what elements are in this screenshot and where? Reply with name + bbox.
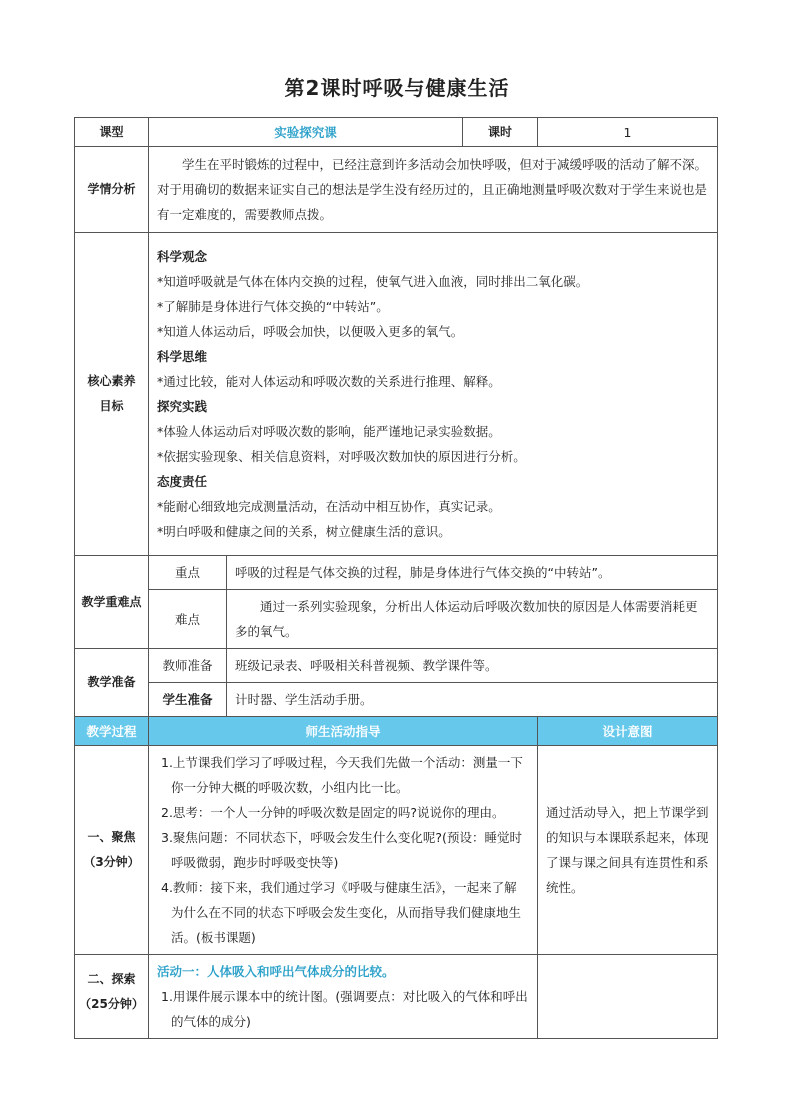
core-item: *知道人体运动后，呼吸会加快，以便吸入更多的氧气。 [157, 324, 464, 339]
hours-value: 1 [538, 118, 718, 147]
core-label [75, 233, 149, 556]
key-label: 重点 [149, 556, 227, 590]
stage2-activity-title: 活动一：人体吸入和呼出气体成分的比较。 [157, 964, 395, 979]
stage1-row [75, 746, 718, 955]
core-heading: 科学思维 [157, 349, 208, 364]
stage2-label-line2: （25分钟） [79, 997, 144, 1011]
process-col-stage: 教学过程 [75, 717, 149, 746]
stage1-item: 2.思考：一个人一分钟的呼吸次数是固定的吗?说说你的理由。 [161, 805, 505, 820]
hours-label: 课时 [463, 118, 538, 147]
analysis-label: 学情分析 [75, 147, 149, 233]
type-value: 实验探究课 [149, 118, 463, 147]
core-label-line2: 目标 [99, 399, 124, 413]
stage1-item: 1.上节课我们学习了呼吸过程，今天我们先做一个活动：测量一下你一分钟大概的呼吸次数，小组内比一比。 [161, 755, 523, 795]
info-row [75, 118, 718, 147]
process-col-intent: 设计意图 [538, 717, 718, 746]
stage1-label [75, 746, 149, 955]
core-item: *明白呼吸和健康之间的关系，树立健康生活的意识。 [157, 524, 451, 539]
student-prep-row [75, 683, 718, 717]
core-content [149, 233, 718, 556]
core-item: *了解肺是身体进行气体交换的“中转站”。 [157, 299, 389, 314]
difficulty-text: 通过一系列实验现象，分析出人体运动后呼吸次数加快的原因是人体需要消耗更多的氧气。 [235, 599, 698, 639]
difficulty-label: 难点 [149, 590, 227, 649]
teacher-prep-label: 教师准备 [149, 649, 227, 683]
analysis-text: 学生在平时锻炼的过程中，已经注意到许多活动会加快呼吸，但对于减缓呼吸的活动了解不深。对于用确切的数据来证实自己的想法是学生没有经历过的，且正确地测量呼吸次数对于学生来说也是有一定难度的，需要教师点拨。 [157, 157, 708, 222]
stage1-activities [149, 746, 538, 955]
key-row [75, 556, 718, 590]
page-title: 第2课时呼吸与健康生活 [284, 76, 510, 100]
prep-label: 教学准备 [75, 649, 149, 717]
student-prep-text: 计时器、学生活动手册。 [227, 683, 718, 717]
core-row [75, 233, 718, 556]
difficulty-row [75, 590, 718, 649]
process-header-row [75, 717, 718, 746]
stage2-label-line1: 二、探索 [87, 972, 136, 986]
process-col-activity: 师生活动指导 [149, 717, 538, 746]
student-prep-label: 学生准备 [149, 683, 227, 717]
stage2-row [75, 955, 718, 1039]
stage2-activities [149, 955, 538, 1039]
stage1-label-line2: （3分钟） [83, 855, 140, 869]
keypoints-label: 教学重难点 [75, 556, 149, 649]
stage2-label [75, 955, 149, 1039]
stage2-intent [538, 955, 718, 1039]
core-label-line1: 核心素养 [87, 374, 136, 388]
core-heading: 科学观念 [157, 249, 208, 264]
core-item: *能耐心细致地完成测量活动，在活动中相互协作，真实记录。 [157, 499, 501, 514]
core-item: *通过比较，能对人体运动和呼吸次数的关系进行推理、解释。 [157, 374, 501, 389]
core-heading: 探究实践 [157, 399, 208, 414]
stage2-item: 1.用课件展示课本中的统计图。(强调要点：对比吸入的气体和呼出的气体的成分) [161, 989, 528, 1029]
teacher-prep-row [75, 649, 718, 683]
stage1-item: 4.教师：接下来，我们通过学习《呼吸与健康生活》，一起来了解为什么在不同的状态下呼吸会发生变化，从而指导我们健康地生活。(板书课题) [161, 880, 522, 945]
lesson-plan-table [74, 117, 718, 1039]
core-item: *依据实验现象、相关信息资料，对呼吸次数加快的原因进行分析。 [157, 449, 526, 464]
stage1-item: 3.聚焦问题：不同状态下，呼吸会发生什么变化呢?(预设：睡觉时呼吸微弱，跑步时呼吸变快等) [161, 830, 522, 870]
core-item: *体验人体运动后对呼吸次数的影响，能严谨地记录实验数据。 [157, 424, 501, 439]
analysis-row [75, 147, 718, 233]
core-heading: 态度责任 [157, 474, 208, 489]
stage1-intent: 通过活动导入，把上节课学到的知识与本课联系起来，体现了课与课之间具有连贯性和系统性。 [538, 746, 718, 955]
teacher-prep-text: 班级记录表、呼吸相关科普视频、教学课件等。 [227, 649, 718, 683]
core-item: *知道呼吸就是气体在体内交换的过程，使氧气进入血液，同时排出二氧化碳。 [157, 274, 589, 289]
stage1-label-line1: 一、聚焦 [87, 830, 136, 844]
key-text: 呼吸的过程是气体交换的过程，肺是身体进行气体交换的“中转站”。 [227, 556, 718, 590]
type-label: 课型 [75, 118, 149, 147]
